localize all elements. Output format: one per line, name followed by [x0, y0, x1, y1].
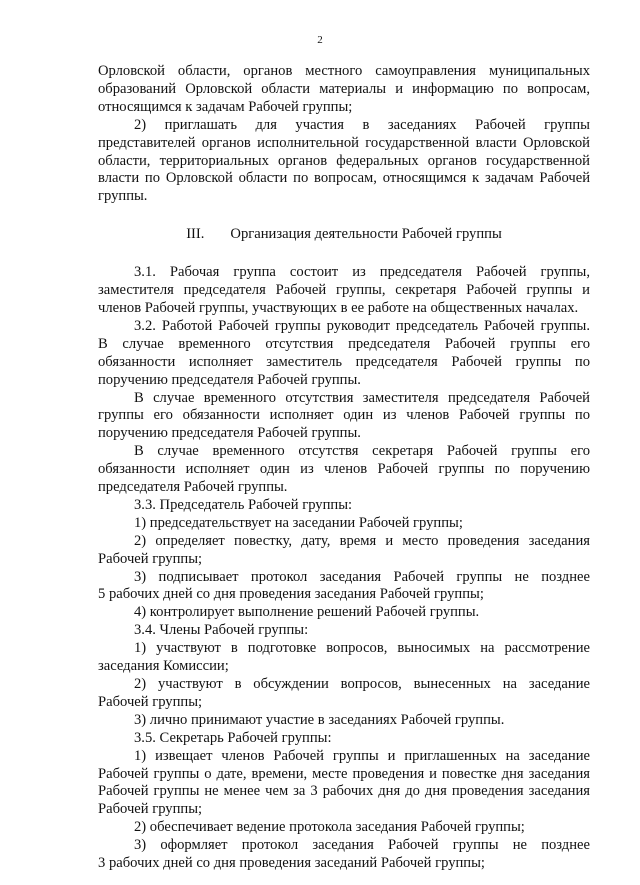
text-line: 3.3. Председатель Рабочей группы:: [134, 496, 353, 513]
text-line: 2) приглашать для участия в заседаниях Рабочей группы: [134, 116, 590, 133]
text-line: 3.2. Работой Рабочей группы руководит председатель Рабочей группы.: [134, 317, 590, 334]
text-line: 2) участвуют в обсуждении вопросов, вынесенных на заседание: [134, 676, 590, 692]
text-line: 5 рабочих дней со дня проведения заседания Рабочей группы;: [98, 586, 484, 603]
text-line: Рабочей группы;: [98, 801, 203, 818]
section-heading: [98, 226, 590, 244]
text-line: Орловской области, органов местного самоуправления муниципальных: [98, 63, 590, 79]
text-line: членов Рабочей группы, участвующих в ее работе на общественных началах.: [98, 299, 579, 316]
text-line: 3.4. Члены Рабочей группы:: [134, 622, 309, 639]
text-line: представителей органов исполнительной государственной власти Орловской: [98, 134, 590, 151]
text-line: Рабочей группы не менее чем за 3 рабочих дня до дня проведения заседания: [98, 783, 590, 800]
text-line: 3) подписывает протокол заседания Рабочей группы не позднее: [134, 568, 590, 585]
text-line: 3.1. Рабочая группа состоит из председателя Рабочей группы,: [134, 264, 590, 281]
text-line: 1) председательствует на заседании Рабочей группы;: [134, 514, 463, 531]
text-line: заместителя председателя Рабочей группы, секретаря Рабочей группы и: [98, 282, 590, 299]
text-line: поручению председателя Рабочей группы.: [98, 371, 361, 388]
text-line: Рабочей группы;: [98, 550, 203, 567]
text-line: В случае временного отсутствя секретаря Рабочей группы его: [134, 443, 590, 460]
text-line: относящимся к задачам Рабочей группы;: [98, 98, 353, 115]
document-body: [98, 63, 590, 873]
text-line: В случае временного отсутствия заместителя председателя Рабочей: [134, 389, 590, 406]
text-line: 3) оформляет протокол заседания Рабочей группы не позднее: [134, 837, 590, 854]
page-number: 2: [317, 34, 323, 46]
text-line: 4) контролирует выполнение решений Рабочей группы.: [134, 604, 480, 621]
text-line: поручению председателя Рабочей группы.: [98, 425, 361, 442]
text-line: группы его обязанности исполняет один из членов Рабочей группы по: [98, 407, 590, 424]
text-line: обязанности исполняет заместитель председателя Рабочей группы по: [98, 353, 590, 370]
text-line: заседания Комиссии;: [98, 658, 229, 675]
text-line: обязанности исполняет один из членов Рабочей группы по поручению: [98, 461, 590, 478]
text-line: области, территориальных органов федеральных органов государственной: [98, 152, 590, 169]
text-line: председателя Рабочей группы.: [98, 479, 288, 496]
intro-paragraphs: [98, 63, 590, 206]
text-line: Рабочей группы;: [98, 693, 203, 710]
text-line: 2) обеспечивает ведение протокола заседания Рабочей группы;: [134, 819, 525, 836]
section-paragraphs: [98, 264, 590, 873]
section-number: III.: [186, 226, 205, 243]
text-line: 2) определяет повестку, дату, время и место проведения заседания: [134, 532, 590, 549]
text-line: 1) участвуют в подготовке вопросов, выносимых на рассмотрение: [134, 640, 590, 657]
text-line: 3 рабочих дней со дня проведения заседаний Рабочей группы;: [98, 855, 485, 872]
text-line: образований Орловской области материалы и информацию по вопросам,: [98, 80, 590, 97]
text-line: Рабочей группы о дате, времени, месте проведения и повестке дня заседания: [98, 765, 590, 782]
text-line: власти по Орловской области по вопросам, относящимся к задачам Рабочей: [98, 170, 590, 187]
text-line: 3.5. Секретарь Рабочей группы:: [134, 729, 332, 746]
text-line: 3) лично принимают участие в заседаниях Рабочей группы.: [134, 711, 505, 728]
text-line: В случае временного отсутствия председателя Рабочей группы его: [98, 335, 590, 352]
text-line: группы.: [98, 188, 148, 205]
section-title: Организация деятельности Рабочей группы: [230, 226, 502, 243]
text-line: 1) извещает членов Рабочей группы и приглашенных на заседание: [134, 747, 590, 764]
